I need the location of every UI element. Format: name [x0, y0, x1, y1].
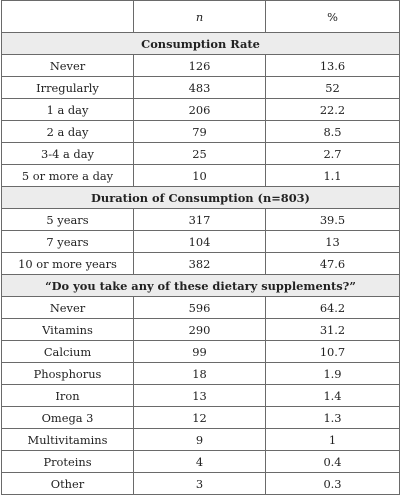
- table-row: [2, 363, 400, 385]
- row-percent: 1.3: [266, 407, 400, 429]
- table-row: [2, 407, 400, 429]
- row-count: 206: [134, 99, 266, 121]
- table-body: [2, 33, 400, 495]
- section-title: Duration of Consumption (n=803): [2, 187, 400, 209]
- row-count: 18: [134, 363, 266, 385]
- row-label: Proteins: [2, 451, 134, 473]
- row-count: 596: [134, 297, 266, 319]
- row-count: 25: [134, 143, 266, 165]
- table-row: [2, 209, 400, 231]
- row-label: Never: [2, 55, 134, 77]
- table-row: [2, 385, 400, 407]
- table-container: [1, 0, 399, 495]
- row-percent: 39.5: [266, 209, 400, 231]
- table-row: [2, 341, 400, 363]
- table-row: [2, 297, 400, 319]
- table-row: [2, 77, 400, 99]
- row-percent: 31.2: [266, 319, 400, 341]
- row-label: 7 years: [2, 231, 134, 253]
- row-label: 5 years: [2, 209, 134, 231]
- row-count: 12: [134, 407, 266, 429]
- row-percent: 0.3: [266, 473, 400, 495]
- row-percent: 52: [266, 77, 400, 99]
- row-label: 10 or more years: [2, 253, 134, 275]
- row-label: Phosphorus: [2, 363, 134, 385]
- section-title: “Do you take any of these dietary supplements?”: [2, 275, 400, 297]
- row-count: 4: [134, 451, 266, 473]
- row-percent: 13: [266, 231, 400, 253]
- row-label: Omega 3: [2, 407, 134, 429]
- row-count: 10: [134, 165, 266, 187]
- row-percent: 10.7: [266, 341, 400, 363]
- row-label: 5 or more a day: [2, 165, 134, 187]
- row-percent: 0.4: [266, 451, 400, 473]
- row-count: 126: [134, 55, 266, 77]
- section-header-row: [2, 33, 400, 55]
- row-percent: 1.1: [266, 165, 400, 187]
- row-label: 2 a day: [2, 121, 134, 143]
- data-table: [1, 0, 400, 495]
- header-n: n: [134, 1, 266, 33]
- header-row: [2, 1, 400, 33]
- table-row: [2, 99, 400, 121]
- table-row: [2, 231, 400, 253]
- row-percent: 47.6: [266, 253, 400, 275]
- section-header-row: [2, 275, 400, 297]
- row-label: Other: [2, 473, 134, 495]
- table-row: [2, 165, 400, 187]
- row-count: 9: [134, 429, 266, 451]
- row-percent: 13.6: [266, 55, 400, 77]
- row-label: Iron: [2, 385, 134, 407]
- row-percent: 2.7: [266, 143, 400, 165]
- section-header-row: [2, 187, 400, 209]
- row-label: Calcium: [2, 341, 134, 363]
- row-label: Multivitamins: [2, 429, 134, 451]
- row-percent: 1.9: [266, 363, 400, 385]
- row-count: 13: [134, 385, 266, 407]
- table-row: [2, 143, 400, 165]
- section-title: Consumption Rate: [2, 33, 400, 55]
- header-percent: %: [266, 1, 400, 33]
- table-row: [2, 473, 400, 495]
- row-label: Never: [2, 297, 134, 319]
- table-row: [2, 451, 400, 473]
- table-row: [2, 253, 400, 275]
- row-count: 317: [134, 209, 266, 231]
- table-header: [2, 1, 400, 33]
- row-label: Irregularly: [2, 77, 134, 99]
- row-label: Vitamins: [2, 319, 134, 341]
- row-count: 79: [134, 121, 266, 143]
- row-label: 1 a day: [2, 99, 134, 121]
- row-percent: 22.2: [266, 99, 400, 121]
- row-count: 290: [134, 319, 266, 341]
- table-row: [2, 55, 400, 77]
- row-count: 104: [134, 231, 266, 253]
- row-count: 483: [134, 77, 266, 99]
- row-label: 3-4 a day: [2, 143, 134, 165]
- row-percent: 64.2: [266, 297, 400, 319]
- row-percent: 1: [266, 429, 400, 451]
- row-percent: 8.5: [266, 121, 400, 143]
- table-row: [2, 319, 400, 341]
- table-row: [2, 429, 400, 451]
- row-count: 99: [134, 341, 266, 363]
- table-row: [2, 121, 400, 143]
- row-count: 382: [134, 253, 266, 275]
- header-label: [2, 1, 134, 33]
- row-count: 3: [134, 473, 266, 495]
- row-percent: 1.4: [266, 385, 400, 407]
